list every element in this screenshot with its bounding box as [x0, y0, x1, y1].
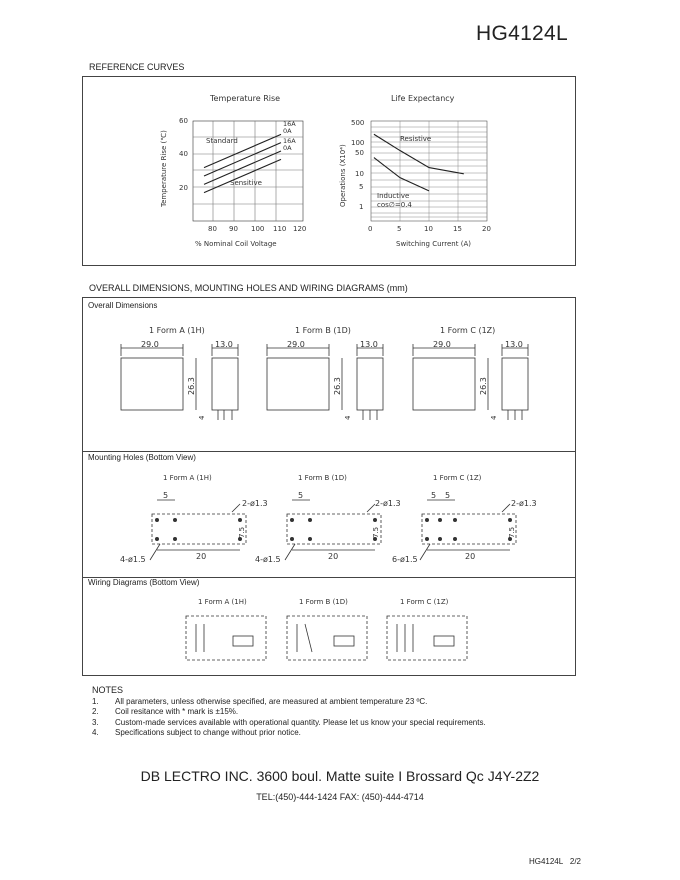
life-y-tick: 50 [355, 149, 364, 157]
form-b-heading: 1 Form B (1D) [299, 598, 348, 606]
form-b-heading: 1 Form B (1D) [295, 326, 351, 335]
form-a-heading: 1 Form A (1H) [163, 474, 212, 482]
span-dimension: 20 [196, 552, 207, 561]
pin-hole-label: 2-ø1.3 [242, 499, 268, 508]
pitch-dimension: 5 [298, 491, 304, 500]
pitch-dimension: 5 [431, 491, 437, 500]
span-dimension: 20 [465, 552, 476, 561]
length-dimension: 29.0 [433, 340, 451, 349]
temp-y-tick: 60 [179, 117, 188, 125]
footer-page: 2/2 [569, 857, 581, 866]
row-dimension: 7.5 [238, 526, 246, 538]
temp-x-tick: 80 [208, 225, 217, 233]
temp-x-tick: 100 [251, 225, 265, 233]
form-c-heading: 1 Form C (1Z) [400, 598, 449, 606]
width-dimension: 13.0 [505, 340, 523, 349]
note-text: All parameters, unless otherwise specified, are measured at ambient temperature 23 ºC. [115, 696, 428, 706]
length-dimension: 29.0 [287, 340, 305, 349]
coil-hole-label: 4-ø1.5 [255, 555, 281, 564]
pin-hole-label: 2-ø1.3 [511, 499, 537, 508]
life-x-label: Switching Current (A) [396, 240, 471, 248]
life-x-tick: 20 [482, 225, 491, 233]
coil-hole-label: 6-ø1.5 [392, 555, 418, 564]
pitch-dimension: 5 [445, 491, 451, 500]
wiring-diagrams-label: Wiring Diagrams (Bottom View) [88, 578, 200, 587]
notes-title: NOTES [92, 685, 124, 695]
life-y-tick: 100 [351, 139, 365, 147]
series-label-0a: 0A [283, 127, 292, 135]
company-address: DB LECTRO INC. 3600 boul. Matte suite I Brossard Qc J4Y-2Z2 [140, 768, 540, 784]
note-number: 1. [92, 696, 99, 706]
height-dimension: 26.3 [187, 377, 196, 395]
overall-dimensions-label: Overall Dimensions [88, 301, 158, 310]
pitch-dimension: 5 [163, 491, 169, 500]
length-dimension: 29.0 [141, 340, 159, 349]
coil-hole-label: 4-ø1.5 [120, 555, 146, 564]
note-item [92, 697, 486, 708]
page-footer [529, 857, 581, 866]
inductive-label: Inductive [377, 192, 410, 200]
temp-y-tick: 20 [179, 184, 188, 192]
temp-y-label: Temperature Rise (℃) [160, 130, 168, 207]
standard-label: Standard [206, 137, 238, 145]
pin-hole-label: 2-ø1.3 [375, 499, 401, 508]
life-y-tick: 1 [359, 203, 364, 211]
temp-x-tick: 120 [293, 225, 307, 233]
resistive-label: Resistive [400, 135, 432, 143]
life-y-tick: 5 [359, 183, 364, 191]
notes [92, 685, 486, 739]
note-text: Coil resitance with * mark is ±15%. [115, 707, 239, 716]
row-dimension: 7.5 [372, 526, 380, 538]
life-y-tick: 10 [355, 170, 364, 178]
life-x-tick: 0 [368, 225, 373, 233]
page-title: HG4124L [476, 22, 568, 45]
form-c-heading: 1 Form C (1Z) [433, 474, 482, 482]
life-y-tick: 500 [351, 119, 365, 127]
note-item [92, 718, 486, 729]
life-x-tick: 15 [453, 225, 462, 233]
row-dimension: 7.5 [508, 526, 516, 538]
temp-y-tick: 40 [179, 150, 188, 158]
width-dimension: 13.0 [215, 340, 233, 349]
form-b-heading: 1 Form B (1D) [298, 474, 347, 482]
temp-x-label: % Nominal Coil Voltage [195, 240, 277, 248]
sensitive-label: Sensitive [230, 179, 262, 187]
note-number: 4. [92, 728, 99, 737]
note-text: Specifications subject to change without prior notice. [115, 728, 301, 737]
life-x-tick: 5 [397, 225, 402, 233]
life-x-tick: 10 [424, 225, 433, 233]
pin-dimension: 4 [344, 415, 352, 420]
width-dimension: 13.0 [360, 340, 378, 349]
form-c-heading: 1 Form C (1Z) [440, 326, 496, 335]
height-dimension: 26.3 [479, 377, 488, 395]
pin-dimension: 4 [198, 415, 206, 420]
footer-model: HG4124L [528, 857, 564, 866]
cos-label: cos∅=0.4 [377, 201, 412, 209]
note-item [92, 707, 486, 718]
reference-curves-title: REFERENCE CURVES [89, 62, 185, 72]
series-label-16a: 16A [283, 137, 296, 145]
temp-x-tick: 110 [273, 225, 287, 233]
company-contact: TEL:(450)-444-1424 FAX: (450)-444-4714 [256, 792, 424, 802]
note-number: 3. [92, 717, 99, 727]
form-a-heading: 1 Form A (1H) [149, 326, 205, 335]
note-text: Custom-made services available with operational quantity. Please let us know your special requirements. [115, 717, 486, 727]
mounting-holes-label: Mounting Holes (Bottom View) [88, 453, 196, 462]
span-dimension: 20 [328, 552, 339, 561]
life-chart-title: Life Expectancy [391, 94, 455, 103]
note-number: 2. [92, 707, 99, 716]
pin-dimension: 4 [490, 415, 498, 420]
temp-chart-title: Temperature Rise [210, 94, 281, 103]
series-label-0a: 0A [283, 144, 292, 152]
dimensions-section-title: OVERALL DIMENSIONS, MOUNTING HOLES AND WIRING DIAGRAMS (mm) [89, 283, 408, 293]
life-y-label: Operations (X10⁴) [339, 144, 347, 207]
series-label-16a: 16A [283, 120, 296, 128]
note-item [92, 728, 486, 739]
form-a-heading: 1 Form A (1H) [198, 598, 247, 606]
height-dimension: 26.3 [333, 377, 342, 395]
temp-x-tick: 90 [229, 225, 238, 233]
